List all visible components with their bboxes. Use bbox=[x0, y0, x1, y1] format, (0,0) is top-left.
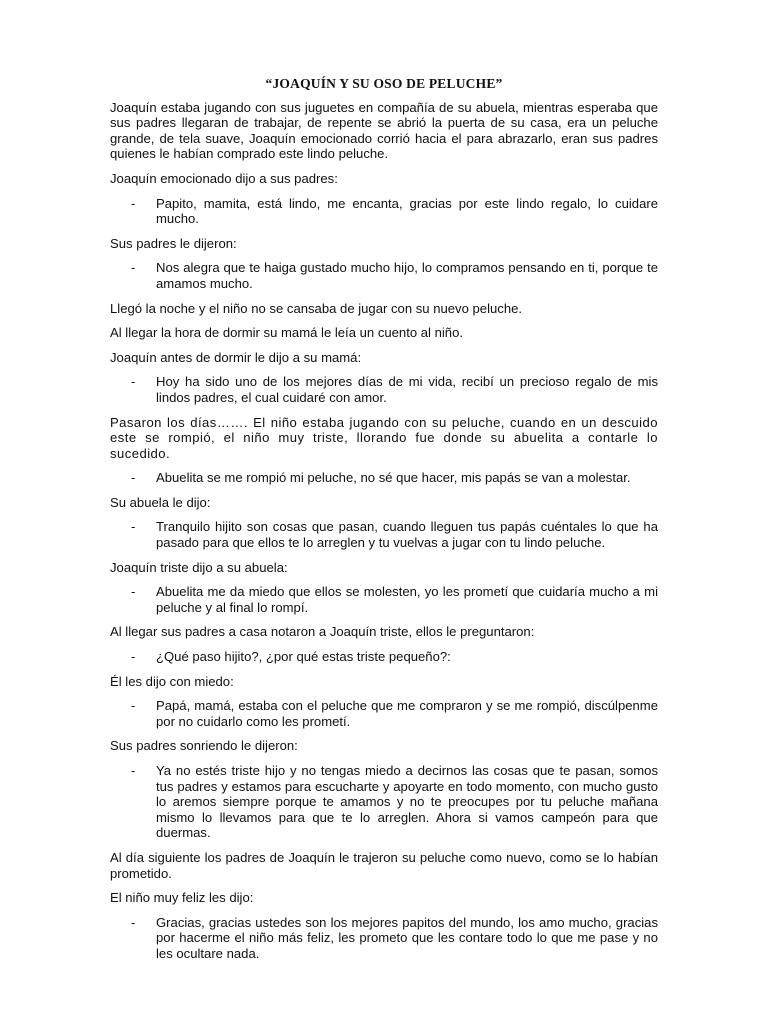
narrative-paragraph: Sus padres le dijeron: bbox=[110, 235, 237, 251]
dialogue-text: Tranquilo hijito son cosas que pasan, cuando lleguen tus papás cuéntales lo que ha pasado para que ellos te lo arreglen y tu vuelvas a jugar con tu lindo peluche. bbox=[156, 519, 658, 551]
dialogue-line bbox=[110, 763, 658, 841]
narrative-paragraph: Joaquín antes de dormir le dijo a su mamá: bbox=[110, 349, 362, 365]
narrative-paragraph: El niño muy feliz les dijo: bbox=[110, 890, 254, 906]
dialogue-text: Papito, mamita, está lindo, me encanta, gracias por este lindo regalo, lo cuidare mucho. bbox=[156, 195, 658, 227]
dialogue-text: Gracias, gracias ustedes son los mejores papitos del mundo, los amo mucho, gracias por hacerme el niño más feliz, les prometo que les contare todo lo que me pase y no les ocultare nada. bbox=[156, 914, 658, 961]
narrative-paragraph: Al llegar sus padres a casa notaron a Joaquín triste, ellos le preguntaron: bbox=[110, 624, 535, 640]
dialogue-line bbox=[110, 649, 658, 665]
narrative-paragraph: Joaquín estaba jugando con sus juguetes en compañía de su abuela, mientras esperaba que sus padres llegaran de trabajar, de repente se abrió la puerta de su casa, era un peluche grande, de tela suave, Joaquín emocionado corrió hacia el para abrazarlo, eran sus padres quienes le habían comprado este lindo peluche. bbox=[110, 99, 658, 162]
dialogue-text: Papá, mamá, estaba con el peluche que me compraron y se me rompió, discúlpenme por no cuidarlo como les prometí. bbox=[156, 698, 658, 729]
dialogue-dash: - bbox=[131, 260, 136, 276]
dialogue-dash: - bbox=[131, 195, 136, 211]
narrative-paragraph: Sus padres sonriendo le dijeron: bbox=[110, 738, 298, 754]
narrative-paragraph: Al llegar la hora de dormir su mamá le leía un cuento al niño. bbox=[110, 325, 463, 341]
dialogue-text: Hoy ha sido uno de los mejores días de mi vida, recibí un precioso regalo de mis lindos padres, el cual cuidaré con amor. bbox=[156, 374, 658, 405]
dialogue-dash: - bbox=[131, 519, 136, 535]
dialogue-line bbox=[110, 915, 658, 962]
narrative-paragraph: Llegó la noche y el niño no se cansaba de jugar con su nuevo peluche. bbox=[110, 300, 523, 316]
story-title: “JOAQUÍN Y SU OSO DE PELUCHE” bbox=[265, 76, 503, 91]
dialogue-line bbox=[110, 698, 658, 729]
document-page bbox=[110, 76, 658, 971]
narrative-paragraph: Joaquín triste dijo a su abuela: bbox=[110, 559, 288, 575]
narrative-paragraph: Al día siguiente los padres de Joaquín le trajeron su peluche como nuevo, como se lo habían prometido. bbox=[110, 849, 658, 881]
dialogue-dash: - bbox=[131, 763, 136, 778]
dialogue-line bbox=[110, 374, 658, 405]
dialogue-dash: - bbox=[131, 914, 136, 930]
dialogue-dash: - bbox=[131, 374, 136, 390]
narrative-paragraph: Pasaron los días……. El niño estaba jugando con su peluche, cuando en un descuido este se rompió, el niño muy triste, llorando fue donde su abuelita a contarle lo sucedido. bbox=[110, 414, 658, 461]
dialogue-dash: - bbox=[131, 584, 136, 600]
dialogue-text: Nos alegra que te haiga gustado mucho hijo, lo compramos pensando en ti, porque te amamos mucho. bbox=[156, 260, 658, 291]
dialogue-line bbox=[110, 519, 658, 550]
dialogue-line bbox=[110, 470, 658, 486]
dialogue-line bbox=[110, 584, 658, 615]
dialogue-line bbox=[110, 260, 658, 291]
dialogue-text: ¿Qué paso hijito?, ¿por qué estas triste pequeño?: bbox=[156, 649, 451, 665]
dialogue-text: Abuelita me da miedo que ellos se molesten, yo les prometí que cuidaría mucho a mi peluche y al final lo rompí. bbox=[156, 584, 658, 615]
dialogue-dash: - bbox=[131, 698, 136, 714]
dialogue-line bbox=[110, 196, 658, 227]
narrative-paragraph: Su abuela le dijo: bbox=[110, 494, 211, 510]
narrative-paragraph: Él les dijo con miedo: bbox=[110, 673, 234, 689]
dialogue-text: Abuelita se me rompió mi peluche, no sé que hacer, mis papás se van a molestar. bbox=[156, 470, 631, 486]
dialogue-dash: - bbox=[131, 470, 136, 486]
dialogue-dash: - bbox=[131, 649, 136, 665]
narrative-paragraph: Joaquín emocionado dijo a sus padres: bbox=[110, 170, 338, 186]
story-body bbox=[110, 100, 658, 962]
dialogue-text: Ya no estés triste hijo y no tengas miedo a decirnos las cosas que te pasan, somos tus padres y estamos para escucharte y apoyarte en todo momento, con mucho gusto lo aremos siempre porque te amamos y no te preocupes por tu peluche mañana mismo lo llevamos para que te lo arreglen. Ahora si vamos campeón para que duermas. bbox=[156, 763, 658, 841]
